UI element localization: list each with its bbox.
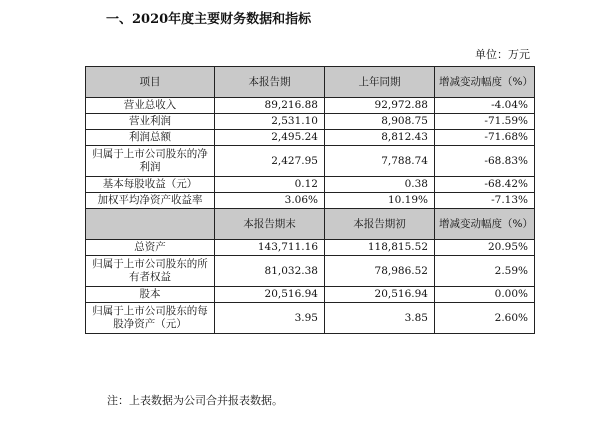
cell-change: -71.59% (435, 114, 535, 130)
table-row (86, 303, 535, 334)
header-change-pct: 增减变动幅度（%） (435, 67, 535, 98)
table-row (86, 256, 535, 287)
table-row (86, 130, 535, 146)
cell-change: 2.59% (435, 256, 535, 287)
cell-prior: 8,812.43 (325, 130, 435, 146)
table-row (86, 98, 535, 114)
row-label: 总资产 (86, 240, 215, 256)
header-period-end: 本报告期末 (215, 209, 325, 240)
cell-current: 0.12 (215, 177, 325, 193)
cell-current: 2,427.95 (215, 146, 325, 177)
cell-period-start: 3.85 (325, 303, 435, 334)
cell-period-end: 143,711.16 (215, 240, 325, 256)
header-item: 项目 (86, 67, 215, 98)
table-row (86, 287, 535, 303)
cell-change: -4.04% (435, 98, 535, 114)
cell-change: 2.60% (435, 303, 535, 334)
row-label: 利润总额 (86, 130, 215, 146)
row-label: 归属于上市公司股东的每股净资产（元） (86, 303, 215, 334)
section-title: 一、2020年度主要财务数据和指标 (106, 12, 312, 27)
cell-period-start: 20,516.94 (325, 287, 435, 303)
row-label: 基本每股收益（元） (86, 177, 215, 193)
row-label: 股本 (86, 287, 215, 303)
cell-current: 2,531.10 (215, 114, 325, 130)
header-prior-period: 上年同期 (325, 67, 435, 98)
cell-change: -7.13% (435, 193, 535, 209)
header-change-pct: 增减变动幅度（%） (435, 209, 535, 240)
table-row (86, 114, 535, 130)
footnote: 注：上表数据为公司合并报表数据。 (107, 394, 283, 407)
cell-prior: 7,788.74 (325, 146, 435, 177)
cell-current: 2,495.24 (215, 130, 325, 146)
header-period-start: 本报告期初 (325, 209, 435, 240)
cell-period-start: 78,986.52 (325, 256, 435, 287)
table-row (86, 177, 535, 193)
table-row (86, 193, 535, 209)
table-header-row (86, 67, 535, 98)
row-label: 加权平均净资产收益率 (86, 193, 215, 209)
table-row (86, 146, 535, 177)
cell-change: 20.95% (435, 240, 535, 256)
cell-prior: 92,972.88 (325, 98, 435, 114)
cell-period-end: 3.95 (215, 303, 325, 334)
header-current-period: 本报告期 (215, 67, 325, 98)
cell-change: 0.00% (435, 287, 535, 303)
subheader-blank (86, 209, 215, 240)
unit-label: 单位：万元 (475, 48, 530, 61)
cell-current: 3.06% (215, 193, 325, 209)
financial-table (85, 66, 535, 334)
cell-period-start: 118,815.52 (325, 240, 435, 256)
cell-period-end: 81,032.38 (215, 256, 325, 287)
cell-change: -68.83% (435, 146, 535, 177)
row-label: 归属于上市公司股东的所有者权益 (86, 256, 215, 287)
row-label: 归属于上市公司股东的净利润 (86, 146, 215, 177)
cell-change: -68.42% (435, 177, 535, 193)
cell-prior: 8,908.75 (325, 114, 435, 130)
table-row (86, 240, 535, 256)
table-subheader-row (86, 209, 535, 240)
cell-change: -71.68% (435, 130, 535, 146)
row-label: 营业利润 (86, 114, 215, 130)
cell-current: 89,216.88 (215, 98, 325, 114)
cell-prior: 0.38 (325, 177, 435, 193)
cell-period-end: 20,516.94 (215, 287, 325, 303)
cell-prior: 10.19% (325, 193, 435, 209)
row-label: 营业总收入 (86, 98, 215, 114)
